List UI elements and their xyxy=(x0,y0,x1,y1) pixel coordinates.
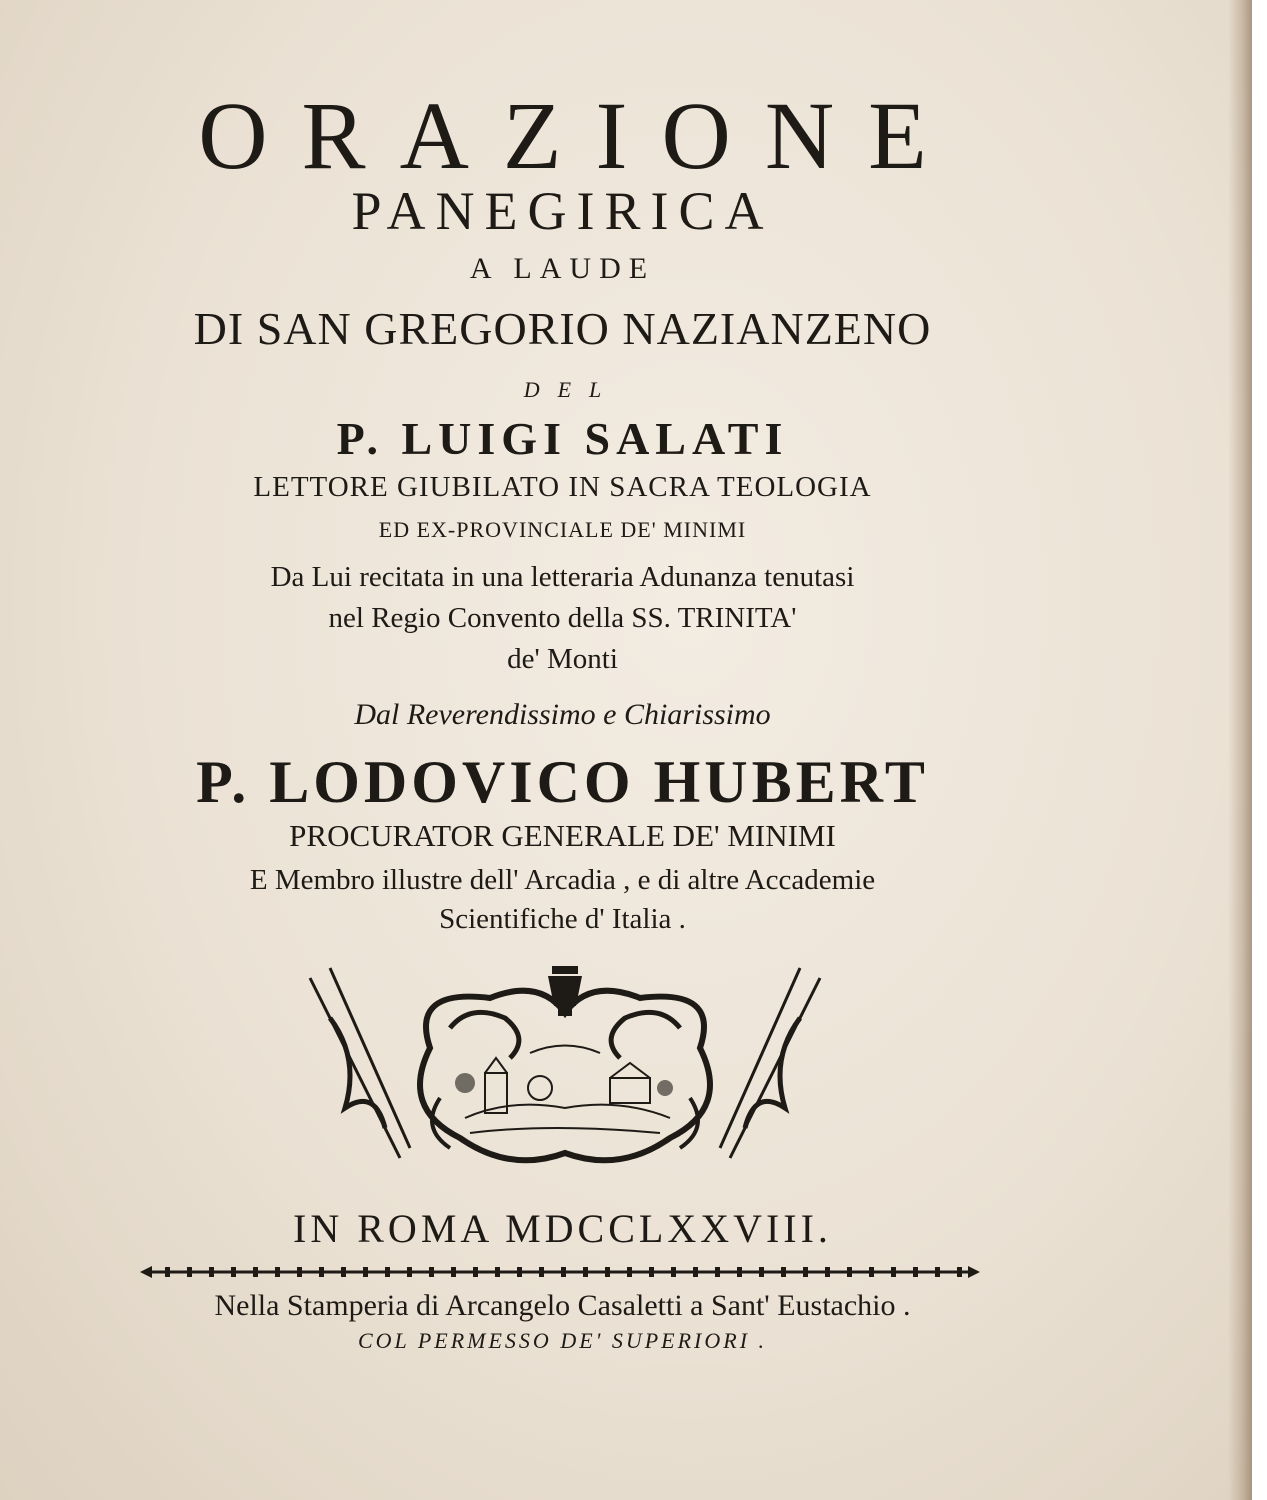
host-title-1: PROCURATOR GENERALE DE' MINIMI xyxy=(289,818,836,853)
by-line: DEL xyxy=(523,377,620,402)
decorative-rule-icon xyxy=(140,1262,980,1282)
subject-line: DI SAN GREGORIO NAZIANZENO xyxy=(193,303,932,354)
book-title: ORAZIONE xyxy=(198,82,961,189)
host-title-3: Scientifiche d' Italia . xyxy=(439,903,686,935)
dedication-prefix: A LAUDE xyxy=(469,252,656,285)
host-name: P. LODOVICO HUBERT xyxy=(196,749,929,815)
recitation-line-3: de' Monti xyxy=(507,643,618,675)
printer-imprint: Nella Stamperia di Arcangelo Casaletti a Sant' Eustachio . xyxy=(214,1289,911,1322)
recitation-line-1: Da Lui recitata in una letteraria Adunanza tenutasi xyxy=(270,561,855,593)
host-title-2: E Membro illustre dell' Arcadia , e di altre Accademie xyxy=(249,864,876,896)
author-name: P. LUIGI SALATI xyxy=(336,413,789,464)
recitation-line-2: nel Regio Convento della SS. TRINITA' xyxy=(328,602,797,634)
permission-line: COL PERMESSO DE' SUPERIORI . xyxy=(357,1328,768,1353)
place-and-date: IN ROMA MDCCLXXVIII. xyxy=(293,1206,832,1251)
presided-by-line: Dal Reverendissimo e Chiarissimo xyxy=(354,698,771,731)
book-subtitle: PANEGIRICA xyxy=(351,181,774,241)
printer-vignette-icon xyxy=(290,958,840,1178)
author-title-2: ED EX-PROVINCIALE DE' MINIMI xyxy=(378,517,747,542)
author-title-1: LETTORE GIUBILATO IN SACRA TEOLOGIA xyxy=(253,471,872,503)
page-fold-shadow xyxy=(1228,0,1252,1500)
